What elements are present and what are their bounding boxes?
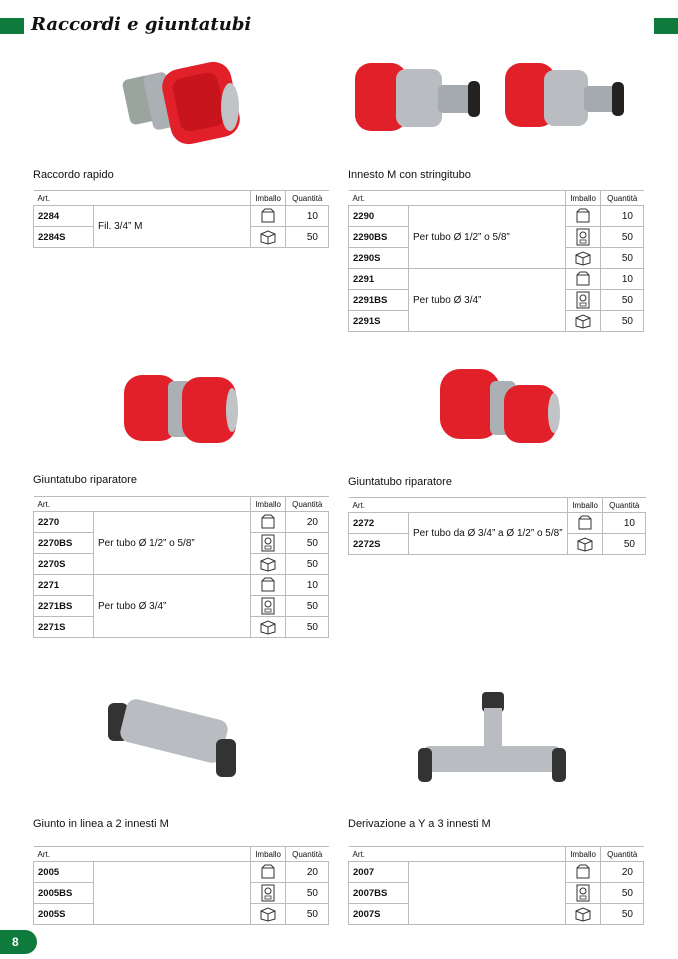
page-title: Raccordi e giuntatubi [31,14,252,35]
col-header-quantita: Quantità [601,847,644,862]
quantity: 50 [601,227,644,248]
table-row [349,862,644,883]
art-code: 2270BS [34,533,94,554]
product-table-raccordo-rapido [33,190,329,248]
art-code: 2272 [349,513,409,534]
quantity: 20 [601,862,644,883]
blister-icon [251,883,286,904]
col-header-imballo: Imballo [251,191,286,206]
art-code: 2291 [349,269,409,290]
quantity: 50 [286,227,329,248]
caption-innesto-m: Innesto M con stringitubo [348,169,471,181]
col-header-imballo: Imballo [568,498,603,513]
caption-raccordo-rapido: Raccordo rapido [33,169,114,181]
carton-box-icon [251,554,286,575]
quantity: 50 [603,534,646,555]
product-image-giunto-2005 [98,695,248,785]
box-open-icon [568,513,603,534]
page-number: 8 [0,930,37,954]
table-row [349,269,644,290]
col-header-art: Art. [34,191,94,206]
product-description: Per tubo Ø 3/4” [409,269,566,332]
box-open-icon [251,512,286,533]
product-table-giuntatubo-2 [348,497,646,555]
col-header-imballo: Imballo [566,191,601,206]
col-header-art: Art. [349,498,409,513]
product-description: Fil. 3/4” M [94,206,251,248]
quantity: 50 [601,290,644,311]
header-green-bar-left [0,18,24,34]
col-header-quantita: Quantità [286,191,329,206]
product-table-innesto-m [348,190,644,332]
art-code: 2272S [349,534,409,555]
art-code: 2291S [349,311,409,332]
carton-box-icon [566,248,601,269]
table-row [34,512,329,533]
product-description [94,862,251,925]
product-description: Per tubo Ø 3/4” [94,575,251,638]
col-header-desc [94,847,251,862]
header-green-bar-right [654,18,678,34]
product-image-raccordo-rapido [118,55,248,155]
box-open-icon [251,862,286,883]
col-header-imballo: Imballo [251,497,286,512]
art-code: 2007BS [349,883,409,904]
quantity: 10 [601,206,644,227]
box-open-icon [566,862,601,883]
carton-box-icon [566,904,601,925]
product-table-giunto-in-linea [33,846,329,925]
box-open-icon [566,269,601,290]
box-open-icon [566,206,601,227]
product-image-giuntatubo-2272 [438,365,563,455]
col-header-art: Art. [34,497,94,512]
box-open-icon [251,575,286,596]
product-table-giuntatubo-1 [33,496,329,638]
product-image-innesto-2290 [350,55,490,147]
quantity: 50 [601,904,644,925]
quantity: 10 [286,575,329,596]
col-header-imballo: Imballo [251,847,286,862]
quantity: 50 [286,883,329,904]
art-code: 2005S [34,904,94,925]
quantity: 10 [601,269,644,290]
quantity: 10 [286,206,329,227]
caption-giuntatubo-riparatore-2: Giuntatubo riparatore [348,476,452,488]
box-open-icon [251,206,286,227]
quantity: 10 [603,513,646,534]
col-header-quantita: Quantità [603,498,646,513]
art-code: 2290BS [349,227,409,248]
col-header-imballo: Imballo [566,847,601,862]
quantity: 20 [286,512,329,533]
art-code: 2007S [349,904,409,925]
art-code: 2271BS [34,596,94,617]
col-header-desc [94,497,251,512]
carton-box-icon [566,311,601,332]
art-code: 2271 [34,575,94,596]
col-header-quantita: Quantità [601,191,644,206]
blister-icon [566,883,601,904]
carton-box-icon [251,904,286,925]
table-row [34,206,329,227]
art-code: 2270 [34,512,94,533]
col-header-quantita: Quantità [286,497,329,512]
quantity: 50 [286,904,329,925]
quantity: 50 [601,311,644,332]
product-description: Per tubo da Ø 3/4” a Ø 1/2” o 5/8” [409,513,568,555]
col-header-art: Art. [34,847,94,862]
product-image-giuntatubo-2270 [122,365,242,453]
product-image-derivazione-2007 [412,688,572,793]
caption-giuntatubo-riparatore-1: Giuntatubo riparatore [33,474,137,486]
blister-icon [566,227,601,248]
art-code: 2290 [349,206,409,227]
art-code: 2007 [349,862,409,883]
product-table-derivazione-y [348,846,644,925]
product-description: Per tubo Ø 1/2” o 5/8” [94,512,251,575]
art-code: 2005 [34,862,94,883]
art-code: 2290S [349,248,409,269]
col-header-art: Art. [349,191,409,206]
art-code: 2291BS [349,290,409,311]
product-description [409,862,566,925]
art-code: 2005BS [34,883,94,904]
quantity: 50 [601,248,644,269]
col-header-desc [409,847,566,862]
quantity: 20 [286,862,329,883]
blister-icon [251,533,286,554]
carton-box-icon [568,534,603,555]
col-header-desc [409,498,568,513]
col-header-quantita: Quantità [286,847,329,862]
col-header-desc [94,191,251,206]
carton-box-icon [251,227,286,248]
table-row [349,206,644,227]
art-code: 2284S [34,227,94,248]
table-row [349,513,646,534]
col-header-art: Art. [349,847,409,862]
carton-box-icon [251,617,286,638]
blister-icon [251,596,286,617]
art-code: 2271S [34,617,94,638]
product-description: Per tubo Ø 1/2” o 5/8” [409,206,566,269]
table-row [34,575,329,596]
quantity: 50 [286,617,329,638]
art-code: 2284 [34,206,94,227]
caption-derivazione-y: Derivazione a Y a 3 innesti M [348,818,491,830]
art-code: 2270S [34,554,94,575]
quantity: 50 [286,533,329,554]
caption-giunto-in-linea: Giunto in linea a 2 innesti M [33,818,169,830]
col-header-desc [409,191,566,206]
quantity: 50 [601,883,644,904]
quantity: 50 [286,554,329,575]
blister-icon [566,290,601,311]
quantity: 50 [286,596,329,617]
product-image-innesto-2291 [500,58,635,148]
table-row [34,862,329,883]
